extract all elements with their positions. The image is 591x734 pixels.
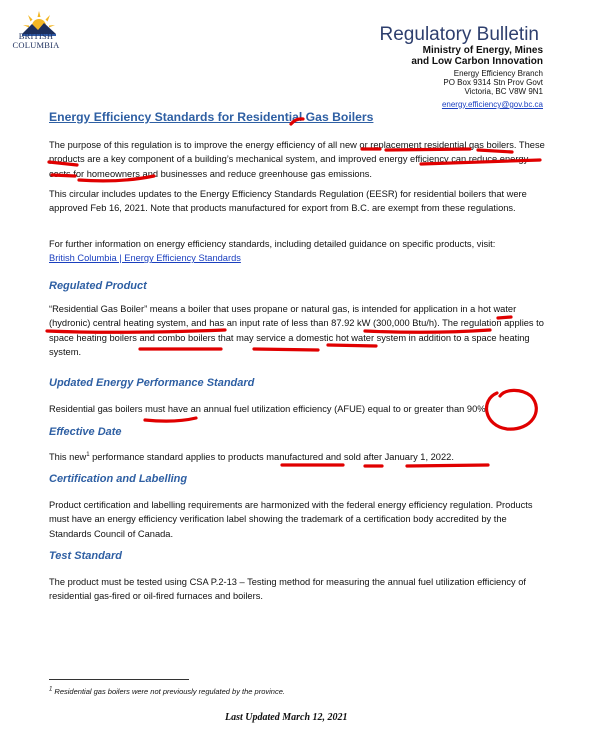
regulated-product-text: “Residential Gas Boiler” means a boiler that uses propane or natural gas, is intended for application in a hot water (hydronic) central heating system, and has an input rate of less than 87.92 kW (300,000 Btu/h). The regulation applies to space heating boilers and combo boilers that may service a domestic hot water system in addition to a space heating system. <box>49 304 544 357</box>
intro-paragraph-1: The purpose of this regulation is to improve the energy efficiency of all new or replacement residential gas boilers. These products are a key component of a building’s mechanical system, and improved energy efficiency can reduce energy costs for homeowners and businesses and reduce greenhouse gas emissions. <box>49 140 545 179</box>
effective-text-end: performance standard applies to products manufactured and sold after January 1, 2022. <box>89 452 454 462</box>
annotation-underline-date <box>407 465 488 466</box>
test-standard-text: The product must be tested using CSA P.2-13 – Testing method for measuring the annual fuel utilization efficiency of residential gas-fired or oil-fired furnaces and boilers. <box>49 577 527 602</box>
address-block <box>443 69 543 96</box>
intro-paragraph-3-text: For further information on energy efficiency standards, including detailed guidance on specific products, visit: <box>49 239 496 249</box>
footnote-ref: 1 <box>86 451 90 458</box>
document-title: Energy Efficiency Standards for Residential Gas Boilers <box>49 110 374 124</box>
performance-heading: Updated Energy Performance Standard <box>49 377 255 389</box>
po-box: PO Box 9314 Stn Prov Govt <box>443 78 543 87</box>
logo-line-1: BRITISH <box>18 31 54 41</box>
footnote-text: Residential gas boilers were not previously regulated by the province. <box>52 687 285 696</box>
certification-heading: Certification and Labelling <box>49 473 188 485</box>
energy-standards-link[interactable]: British Columbia | Energy Efficiency Standards <box>49 253 241 264</box>
certification-text: Product certification and labelling requirements are harmonized with the federal energy efficiency regulation. Products must have an energy efficiency verification label showing the trademark of a certification body accredited by the Standards Council of Canada. <box>49 500 533 539</box>
footnote-number: 1 <box>49 686 53 693</box>
effective-date-heading: Effective Date <box>49 426 122 438</box>
logo-wordmark <box>6 32 66 50</box>
effective-date-text <box>49 450 549 464</box>
city-postal: Victoria, BC V8W 9N1 <box>464 87 543 96</box>
effective-text-start: This new <box>49 452 87 462</box>
annotation-underline-must-have <box>145 418 196 421</box>
ministry-name <box>411 45 543 67</box>
intro-paragraph-3 <box>49 237 549 266</box>
footnote <box>49 687 285 696</box>
performance-text: Residential gas boilers must have an annual fuel utilization efficiency (AFUE) equal to or greater than 90%. <box>49 404 489 414</box>
branch-name: Energy Efficiency Branch <box>453 69 543 78</box>
bulletin-title: Regulatory Bulletin <box>379 24 539 45</box>
intro-paragraph-2: This circular includes updates to the Energy Efficiency Standards Regulation (EESR) for residential boilers that were approved Feb 16, 2021. Note that products manufactured for export from B.C. are exempt from these regulations. <box>49 189 527 214</box>
logo-line-2: COLUMBIA <box>12 40 60 50</box>
test-standard-heading: Test Standard <box>49 550 122 562</box>
regulated-product-heading: Regulated Product <box>49 280 147 292</box>
ministry-line-2: and Low Carbon Innovation <box>411 56 543 67</box>
ministry-line-1: Ministry of Energy, Mines <box>422 45 543 56</box>
email-link[interactable]: energy.efficiency@gov.bc.ca <box>441 100 543 109</box>
last-updated: Last Updated March 12, 2021 <box>225 712 348 723</box>
footnote-divider <box>49 679 189 680</box>
